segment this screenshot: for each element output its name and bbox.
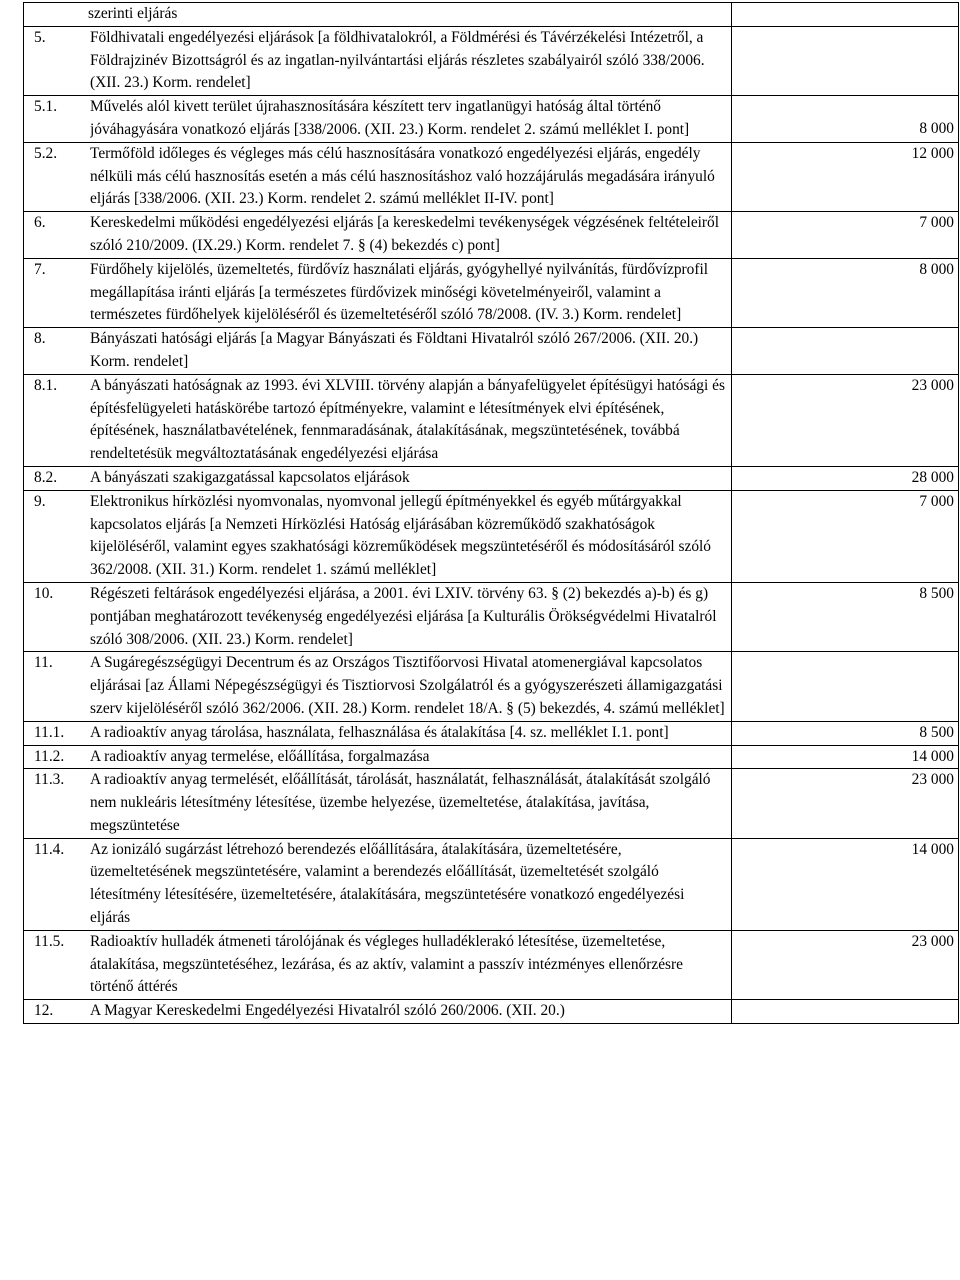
- item-number: 11.: [34, 654, 53, 672]
- table-row: [24, 838, 959, 930]
- procedure-text: A Sugáregészségügyi Decentrum és az Országos Tisztifőorvosi Hivatal atomenergiával kapcsolatos eljárásai [az Állami Népegészségügyi és Tisztiorvosi Szolgálatról és a gyógyszerészeti államigazgatási szerv kijelöléséről szóló 362/2006. (XII. 28.) Korm. rendelet 18/A. § (5) bekezdés, 4. számú melléklet]: [90, 654, 725, 717]
- fee-cell: 23 000: [732, 374, 959, 466]
- procedure-text: Földhivatali engedélyezési eljárások [a földhivatalokról, a Földmérési és Távérzékelési Intézetről, a Földrajzinév Bizottságról és az ingatlan-nyilvántartási eljárás részletes szabályairól szóló 338/2006. (XII. 23.) Korm. rendelet]: [90, 28, 705, 92]
- procedure-cell: [24, 212, 732, 259]
- procedure-cell: [24, 490, 732, 582]
- table-row: [24, 3, 959, 27]
- item-number: 11.1.: [34, 723, 65, 741]
- table-row: [24, 721, 959, 745]
- procedure-text: A radioaktív anyag tárolása, használata, felhasználása és átalakítása [4. sz. melléklet I.1. pont]: [90, 723, 669, 741]
- procedure-text: Művelés alól kivett terület újrahasznosítására készített terv ingatlanügyi hatóság által történő jóváhagyására vonatkozó eljárás [338/2006. (XII. 23.) Korm. rendelet 2. számú melléklet I. pont]: [90, 98, 690, 138]
- table-row: [24, 930, 959, 999]
- fee-cell: 12 000: [732, 142, 959, 211]
- table-row: [24, 142, 959, 211]
- fee-cell: [732, 328, 959, 375]
- fee-cell: 28 000: [732, 466, 959, 490]
- procedure-cell: [24, 3, 732, 27]
- procedure-cell: [24, 721, 732, 745]
- fee-cell: 14 000: [732, 838, 959, 930]
- fee-cell: 23 000: [732, 769, 959, 838]
- table-row: [24, 212, 959, 259]
- item-number: 6.: [34, 214, 46, 232]
- procedure-text: Kereskedelmi működési engedélyezési eljárás [a kereskedelmi tevékenységek végzésének feltételeiről szóló 210/2009. (IX.29.) Korm. rendelet 7. § (4) bekezdés c) pont]: [90, 214, 720, 254]
- procedure-text: szerinti eljárás: [88, 5, 178, 22]
- item-number: 9.: [34, 492, 46, 510]
- item-number: 11.4.: [34, 840, 65, 858]
- procedure-cell: [24, 745, 732, 769]
- procedure-text: A Magyar Kereskedelmi Engedélyezési Hivatalról szóló 260/2006. (XII. 20.): [90, 1002, 565, 1020]
- table-row: [24, 328, 959, 375]
- item-number: 11.2.: [34, 747, 65, 765]
- item-number: 8.1.: [34, 376, 58, 394]
- table-row: [24, 466, 959, 490]
- item-number: 5.2.: [34, 144, 58, 162]
- fee-cell: 8 500: [732, 582, 959, 651]
- procedure-cell: [24, 1000, 732, 1024]
- fee-cell: [732, 3, 959, 27]
- procedure-text: Radioaktív hulladék átmeneti tárolójának és végleges hulladéklerakó létesítése, üzemeltetése, átalakítása, megszüntetéséhez, lezárása, és az aktív, valamint a passzív intézményes ellenőrzésre történő áttérés: [90, 932, 683, 996]
- item-number: 11.5.: [34, 932, 65, 950]
- procedure-cell: [24, 26, 732, 95]
- item-number: 5.: [34, 28, 46, 46]
- procedure-cell: [24, 652, 732, 721]
- table-row: [24, 582, 959, 651]
- procedure-cell: [24, 582, 732, 651]
- fee-cell: [732, 26, 959, 95]
- fee-cell: 23 000: [732, 930, 959, 999]
- fee-cell: [732, 1000, 959, 1024]
- procedure-cell: [24, 328, 732, 375]
- procedure-cell: [24, 374, 732, 466]
- item-number: 12.: [34, 1002, 54, 1020]
- table-row: [24, 26, 959, 95]
- procedure-text: Az ionizáló sugárzást létrehozó berendezés előállítására, átalakítására, üzemeltetésére, üzemeltetésének megszüntetésére, valamint a berendezés előállítását, üzemeltetését szolgáló létesítmény létesítésére, üzemeltetésére, átalakítására, megszüntetésére vonatkozó engedélyezési eljárás: [90, 840, 685, 927]
- item-number: 8.: [34, 330, 46, 348]
- item-number: 5.1.: [34, 98, 58, 116]
- procedure-cell: [24, 769, 732, 838]
- procedure-cell: [24, 838, 732, 930]
- procedure-text: Fürdőhely kijelölés, üzemeltetés, fürdővíz használati eljárás, gyógyhellyé nyilvánítás, fürdővízprofil megállapítása iránti eljárás [a természetes fürdővizek minőségi követelményeiről, valamint a természetes fürdőhelyek kijelöléséről és üzemeltetéséről szóló 78/2008. (IV. 3.) Korm. rendelet]: [90, 260, 709, 324]
- procedure-cell: [24, 96, 732, 143]
- procedure-text: A radioaktív anyag termelését, előállítását, tárolását, használatát, felhasználását, átalakítását szolgáló nem nukleáris létesítmény létesítése, üzembe helyezése, üzemeltetése, átalakítása, javítása, megszüntetése: [90, 771, 711, 834]
- table-row: [24, 769, 959, 838]
- fee-cell: 7 000: [732, 212, 959, 259]
- fee-cell: [732, 652, 959, 721]
- procedure-text: Bányászati hatósági eljárás [a Magyar Bányászati és Földtani Hivatalról szóló 267/2006. (XII. 20.) Korm. rendelet]: [90, 330, 699, 370]
- item-number: 10.: [34, 584, 54, 602]
- item-number: 11.3.: [34, 771, 65, 789]
- item-number: 8.2.: [34, 468, 58, 486]
- table-row: [24, 490, 959, 582]
- fee-cell: 8 000: [732, 96, 959, 143]
- procedure-cell: [24, 930, 732, 999]
- table-row: [24, 1000, 959, 1024]
- table-row: [24, 745, 959, 769]
- table-row: [24, 652, 959, 721]
- fee-table: [23, 2, 959, 1024]
- procedure-text: Elektronikus hírközlési nyomvonalas, nyomvonal jellegű építményekkel és egyéb műtárgyakkal kapcsolatos eljárás [a Nemzeti Hírközlési Hatóság eljárásában közreműködő szakhatóságok kijelöléséről, valamint egyes szakhatósági közreműködések megszüntetéséről és módosításáról szóló 362/2008. (XII. 31.) Korm. rendelet 1. számú melléklet]: [90, 492, 712, 579]
- procedure-text: Termőföld időleges és végleges más célú hasznosítására vonatkozó engedélyezési eljárás, engedély nélküli más célú hasznosítás esetén a más célú hasznosításhoz való hozzájárulás megadására irányuló eljárás [338/2006. (XII. 23.) Korm. rendelet 2. számú melléklet II-IV. pont]: [90, 144, 715, 208]
- procedure-text: A bányászati szakigazgatással kapcsolatos eljárások: [90, 468, 410, 486]
- item-number: 7.: [34, 260, 46, 278]
- table-row: [24, 374, 959, 466]
- procedure-text: A radioaktív anyag termelése, előállítása, forgalmazása: [90, 747, 430, 765]
- procedure-text: Régészeti feltárások engedélyezési eljárása, a 2001. évi LXIV. törvény 63. § (2) bekezdés a)-b) és g) pontjában meghatározott tevékenység engedélyezési eljárása [a Kulturális Örökségvédelmi Hivatalról szóló 308/2006. (XII. 23.) Korm. rendelet]: [90, 584, 717, 648]
- fee-cell: 14 000: [732, 745, 959, 769]
- fee-cell: 7 000: [732, 490, 959, 582]
- procedure-text: A bányászati hatóságnak az 1993. évi XLVIII. törvény alapján a bányafelügyelet építésügyi hatósági és építésfelügyeleti hatáskörébe tartozó építményekre, valamint e létesítmények elvi építésének, építésének, használatbavételének, fennmaradásának, átalakításának, megszüntetésének, továbbá rendeltetésük megváltoztatásának engedélyezési eljárása: [90, 376, 725, 463]
- table-row: [24, 96, 959, 143]
- procedure-cell: [24, 142, 732, 211]
- table-row: [24, 258, 959, 327]
- procedure-cell: [24, 258, 732, 327]
- fee-cell: 8 000: [732, 258, 959, 327]
- procedure-cell: [24, 466, 732, 490]
- fee-cell: 8 500: [732, 721, 959, 745]
